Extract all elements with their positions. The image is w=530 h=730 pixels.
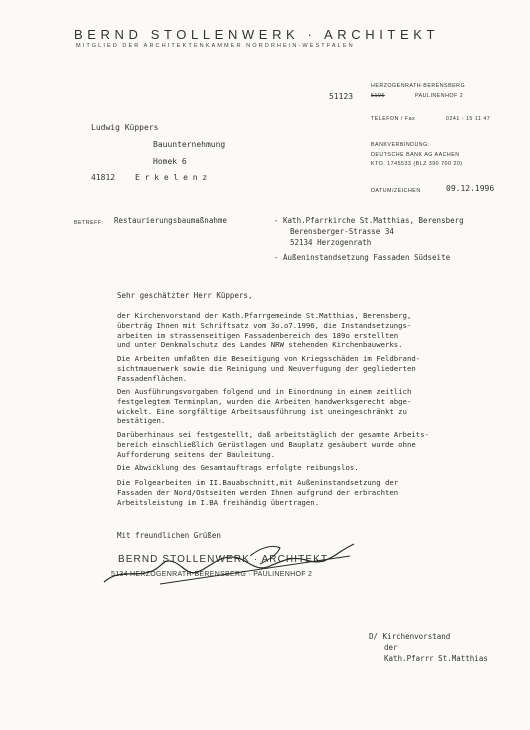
body-line: arbeiten im strassenseitigen Fassadenbereich des 189o erstellten <box>117 330 399 340</box>
salutation: Sehr geschätzter Herr Küppers, <box>117 291 253 300</box>
body-paragraph-5 <box>117 463 359 473</box>
body-line: wickelt. Eine sorgfältige Arbeitsausführung ist uneingeschränkt zu <box>117 406 407 416</box>
body-line: überträg Ihnen mit Schriftsatz vom 3o.o7.1996, die Instandsetzungs- <box>117 320 412 330</box>
body-line: Fassadenflächen. <box>117 373 188 383</box>
body-line: Die Folgearbeiten im II.Bauabschnitt,mit Außeninstandsetzung der <box>117 478 399 487</box>
body-line: Fassaden der Nord/Ostseiten werden Ihnen aufgrund der erbrachten <box>117 487 399 497</box>
bank-account: KTO. 1745533 (BLZ 390 700 20) <box>371 161 463 167</box>
closing: Mit freundlichen Grüßen <box>117 531 221 540</box>
body-line: der Kirchenvorstand der Kath.Pfarrgemeinde St.Matthias, Berensberg, <box>117 311 412 320</box>
stamp-line-2: 5134 HERZOGENRATH-BERENSBERG · PAULINENHOF 2 <box>111 571 313 578</box>
subject-title: Restaurierungsbaumaßnahme <box>114 216 227 225</box>
signature-scribble <box>100 538 360 598</box>
copy-to-line-2: der <box>384 643 398 652</box>
sender-old-postcode: 5106 <box>371 93 385 99</box>
body-line: Die Arbeiten umfaßten die Beseitigung von Kriegsschäden im Feldbrand- <box>117 354 421 363</box>
stamp-line-1: BERND STOLLENWERK · ARCHITEKT <box>118 554 329 565</box>
body-line: bereich einschließlich Gerüstlagen und Bauplatz gesäubert wurde ohne <box>117 439 416 449</box>
body-line: Arbeitsleistung im I.BA freihändig übertragen. <box>117 497 320 507</box>
subject-scope: - Außeninstandsetzung Fassaden Südseite <box>274 253 451 262</box>
phone-number: 0241 - 15 11 47 <box>446 116 491 122</box>
recipient-company: Bauunternehmung <box>153 140 226 149</box>
body-paragraph-2 <box>117 354 420 383</box>
body-line: Darüberhinaus sei festgestellt, daß arbeitstäglich der gesamte Arbeits- <box>117 430 429 439</box>
copy-to-line-1: D/ Kirchenvorstand <box>369 632 451 641</box>
bank-name: DEUTSCHE BANK AG AACHEN <box>371 152 460 158</box>
bank-label: BANKVERBINDUNG: <box>371 142 430 148</box>
body-line: festgelegtem Terminplan, wurden die Arbeiten handwerksgerecht abge- <box>117 396 412 406</box>
body-line: sichtmauerwerk sowie die Reinigung und Neuverfugung der gegliederten <box>117 363 416 373</box>
subject-location-1: - Kath.Pfarrkirche St.Matthias, Berensberg <box>274 216 464 225</box>
subject-location-3: 52134 Herzogenrath <box>290 238 372 247</box>
date-label: DATUM/ZEICHEN <box>371 188 421 194</box>
body-line: und unter Denkmalschutz des Landes NRW stehenden Kirchenbauwerks. <box>117 340 403 350</box>
recipient-street: Homek 6 <box>153 157 187 166</box>
recipient-postcode: 41812 <box>91 173 116 182</box>
body-line: Die Abwicklung des Gesamtauftrags erfolgte reibungslos. <box>117 463 359 472</box>
body-paragraph-4 <box>117 430 429 459</box>
recipient-name: Ludwig Küppers <box>91 123 159 132</box>
body-paragraph-1 <box>117 311 411 350</box>
body-paragraph-3 <box>117 387 411 426</box>
date-value: 09.12.1996 <box>446 184 495 193</box>
body-line: Aufforderung seitens der Bauleitung. <box>117 449 276 459</box>
body-line: Den Ausführungsvorgaben folgend und in Einordnung in einem zeitlich <box>117 387 412 396</box>
letterhead-title: BERND STOLLENWERK · ARCHITEKT <box>74 27 440 42</box>
sender-postcode: 51123 <box>329 92 354 101</box>
subject-location-2: Berensberger-Strasse 34 <box>290 227 394 236</box>
body-line: bestätigen. <box>117 416 166 426</box>
subject-label: BETREFF: <box>74 220 104 226</box>
sender-street: PAULINENHOF 2 <box>415 93 464 99</box>
phone-label: TELEFON / Fax <box>371 116 416 122</box>
body-paragraph-6 <box>117 478 398 507</box>
sender-city: HERZOGENRATH-BERENSBERG <box>371 83 466 89</box>
copy-to-line-3: Kath.Pfarrr St.Matthias <box>384 654 488 663</box>
recipient-city: E r k e l e n z <box>135 173 208 182</box>
letterhead-membership: MITGLIED DER ARCHITEKTENKAMMER NORDRHEIN-WESTFALEN <box>76 43 355 49</box>
